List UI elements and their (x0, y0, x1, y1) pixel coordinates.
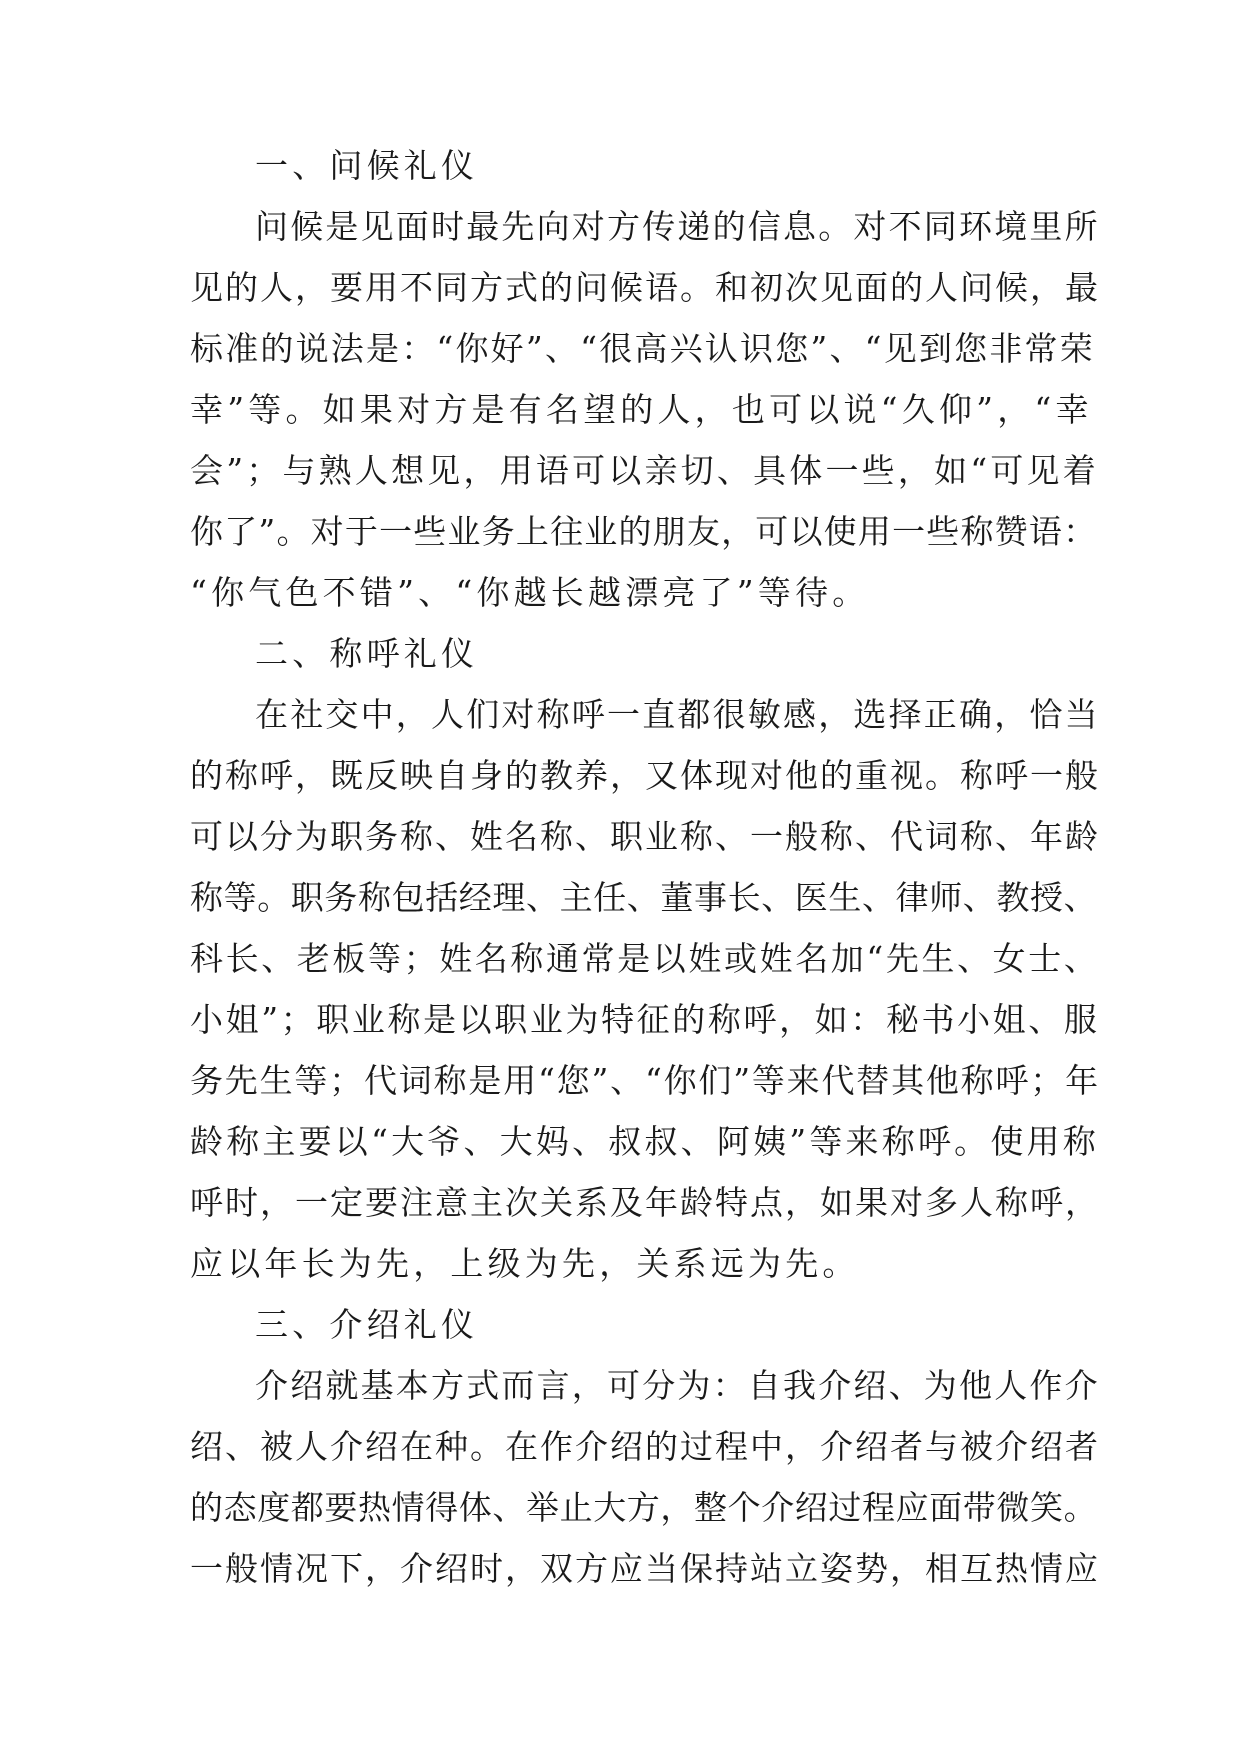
paragraph-line: 科长、老板等；姓名称通常是以姓或姓名加“先生、女士、 (190, 939, 1100, 978)
section-heading-introduction: 三、介绍礼仪 (255, 1305, 479, 1344)
paragraph-line: 幸”等。如果对方是有名望的人，也可以说“久仰”，“幸 (190, 390, 1093, 429)
paragraph-line: “你气色不错”、“你越长越漂亮了”等待。 (190, 573, 870, 612)
paragraph-line: 称等。职务称包括经理、主任、董事长、医生、律师、教授、 (190, 878, 1098, 917)
paragraph-line: 可以分为职务称、姓名称、职业称、一般称、代词称、年龄 (190, 817, 1100, 856)
paragraph-line: 你了”。对于一些业务上往业的朋友，可以使用一些称赞语： (190, 512, 1098, 551)
paragraph-line: 标准的说法是：“你好”、“很高兴认识您”、“见到您非常荣 (190, 329, 1095, 368)
paragraph-line: 问候是见面时最先向对方传递的信息。对不同环境里所 (255, 207, 1100, 246)
paragraph-line: 会”；与熟人想见，用语可以亲切、具体一些，如“可见着 (190, 451, 1099, 490)
section-heading-greeting: 一、问候礼仪 (255, 146, 479, 185)
paragraph-line: 务先生等；代词称是用“您”、“你们”等来代替其他称呼；年 (190, 1061, 1100, 1100)
section-heading-address: 二、称呼礼仪 (255, 634, 479, 673)
paragraph-line: 绍、被人介绍在种。在作介绍的过程中，介绍者与被介绍者 (190, 1427, 1100, 1466)
paragraph-line: 在社交中，人们对称呼一直都很敏感，选择正确，恰当 (255, 695, 1100, 734)
paragraph-line: 呼时，一定要注意主次关系及年龄特点，如果对多人称呼， (190, 1183, 1100, 1222)
paragraph-line: 龄称主要以“大爷、大妈、叔叔、阿姨”等来称呼。使用称 (190, 1122, 1099, 1161)
paragraph-line: 应以年长为先，上级为先，关系远为先。 (190, 1244, 860, 1283)
paragraph-line: 见的人，要用不同方式的问候语。和初次见面的人问候，最 (190, 268, 1100, 307)
paragraph-line: 介绍就基本方式而言，可分为：自我介绍、为他人作介 (255, 1366, 1100, 1405)
paragraph-line: 一般情况下，介绍时，双方应当保持站立姿势，相互热情应 (190, 1549, 1100, 1588)
paragraph-line: 小姐”；职业称是以职业为特征的称呼，如：秘书小姐、服 (190, 1000, 1100, 1039)
paragraph-line: 的称呼，既反映自身的教养，又体现对他的重视。称呼一般 (190, 756, 1100, 795)
paragraph-line: 的态度都要热情得体、举止大方，整个介绍过程应面带微笑。 (190, 1488, 1098, 1527)
